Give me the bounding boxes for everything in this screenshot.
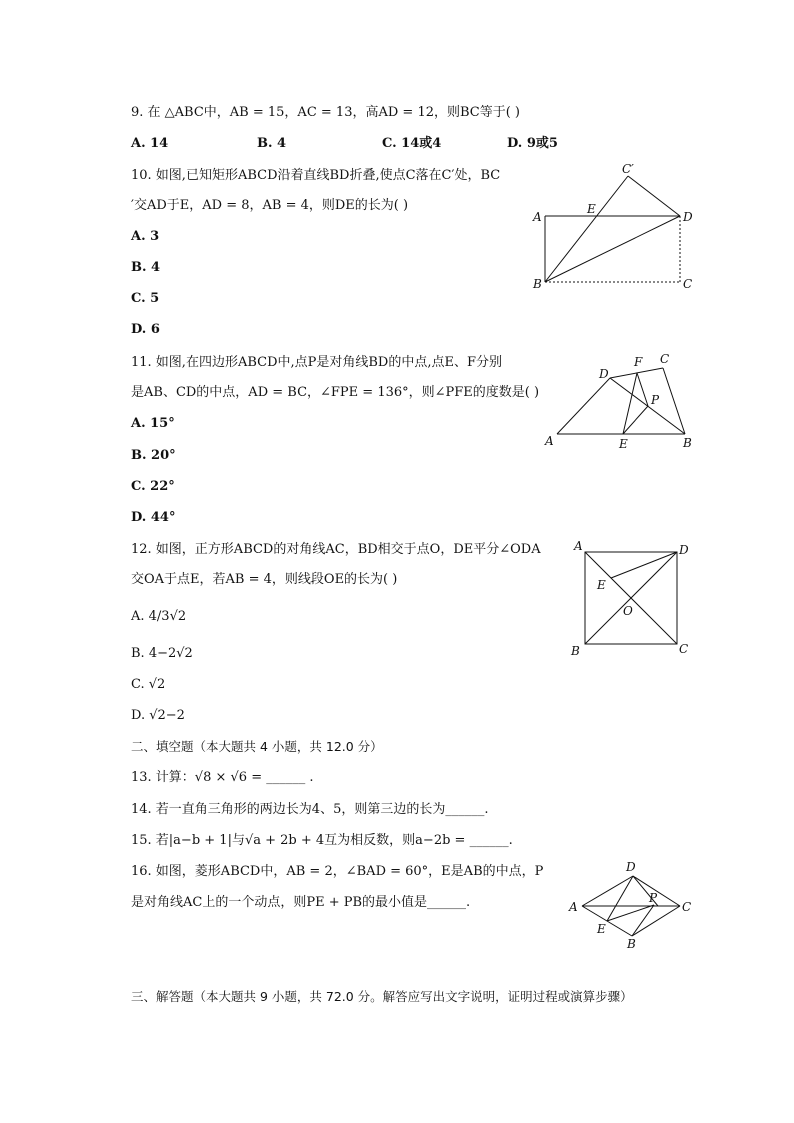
- q11-label-p: P: [651, 393, 660, 407]
- q12-option-b: B. 4−2√2: [131, 646, 193, 661]
- q15-stem: 15. 若|a−b + 1|与√a + 2b + 4互为相反数，则a−2b = ______.: [131, 833, 513, 848]
- q10-option-b: B. 4: [131, 260, 161, 275]
- q12-label-o: O: [623, 604, 633, 618]
- q10-stem-line1: 10. 如图,已知矩形ABCD沿着直线BD折叠,使点C落在C′处，BC: [131, 168, 501, 183]
- q10-stem-line2: ′交AD于E，AD = 8，AB = 4，则DE的长为( ): [131, 198, 409, 213]
- q16-label-c: C: [682, 900, 692, 914]
- q16-segment-ad: [582, 876, 633, 906]
- section-2-heading: 二、填空题（本大题共 4 小题，共 12.0 分）: [131, 739, 383, 754]
- q10-label-b: B: [533, 277, 542, 291]
- q12-label-a: A: [574, 539, 583, 553]
- q11-option-d: D. 44°: [131, 510, 176, 525]
- q10-option-c: C. 5: [131, 291, 160, 306]
- q11-segment-ad: [557, 378, 610, 434]
- q16-label-e: E: [597, 922, 606, 936]
- q10-option-d: D. 6: [131, 322, 160, 337]
- q10-segment-c-prime-d: [628, 176, 680, 216]
- q11-segment-fe: [623, 373, 637, 434]
- q12-option-d: D. √2−2: [131, 708, 185, 723]
- q11-option-c: C. 22°: [131, 479, 175, 494]
- q12-label-d: D: [679, 543, 689, 557]
- q9-option-d: D. 9或5: [507, 136, 558, 151]
- q12-label-b: B: [571, 644, 580, 658]
- q16-label-b: B: [627, 937, 636, 951]
- q12-stem-line1: 12. 如图，正方形ABCD的对角线AC，BD相交于点O，DE平分∠ODA: [131, 542, 541, 557]
- q9-stem: 9. 在 △ABC中，AB = 15，AC = 13，高AD = 12，则BC等于( ): [131, 105, 520, 120]
- q14-stem: 14. 若一直角三角形的两边长为4、5，则第三边的长为______.: [131, 802, 489, 817]
- q16-segment-pb: [632, 905, 654, 936]
- q11-stem-line1: 11. 如图,在四边形ABCD中,点P是对角线BD的中点,点E、F分别: [131, 355, 502, 370]
- q9-option-b: B. 4: [257, 136, 287, 151]
- q16-segment-de: [607, 876, 633, 921]
- section-3-heading: 三、解答题（本大题共 9 小题，共 72.0 分。解答应写出文字说明，证明过程或演算步骤）: [131, 989, 633, 1004]
- q11-label-e: E: [619, 437, 628, 451]
- q10-label-c: C: [683, 277, 693, 291]
- q10-figure: [525, 158, 705, 293]
- q12-stem-line2: 交OA于点E，若AB = 4，则线段OE的长为( ): [131, 572, 398, 587]
- q11-label-b: B: [683, 436, 692, 450]
- q10-label-d: D: [683, 210, 693, 224]
- q16-stem-line1: 16. 如图，菱形ABCD中，AB = 2，∠BAD = 60°，E是AB的中点，P: [131, 864, 544, 879]
- q13-stem: 13. 计算：√8 × √6 = ______ .: [131, 770, 314, 785]
- q16-segment-pe: [607, 905, 654, 921]
- q11-segment-pe: [623, 406, 648, 434]
- q9-option-c: C. 14或4: [382, 136, 442, 151]
- q12-option-c: C. √2: [131, 677, 166, 692]
- q16-label-d: D: [626, 860, 636, 874]
- q11-segment-fp: [637, 373, 648, 406]
- q11-option-b: B. 20°: [131, 448, 176, 463]
- q11-stem-line2: 是AB、CD的中点，AD = BC，∠FPE = 136°，则∠PFE的度数是( ): [131, 385, 540, 400]
- q9-option-a: A. 14: [131, 136, 169, 151]
- q11-segment-cb: [663, 368, 685, 434]
- q10-segment-bd: [545, 216, 680, 282]
- q12-label-c: C: [679, 642, 689, 656]
- q16-figure: [565, 858, 700, 953]
- q11-figure: [540, 350, 700, 455]
- q11-label-c: C: [660, 352, 670, 366]
- q16-stem-line2: 是对角线AC上的一个动点，则PE + PB的最小值是______.: [131, 895, 471, 910]
- q11-option-a: A. 15°: [131, 416, 175, 431]
- q11-label-a: A: [545, 434, 554, 448]
- q10-option-a: A. 3: [131, 229, 160, 244]
- q12-segment-de: [611, 552, 677, 578]
- q12-label-e: E: [597, 578, 606, 592]
- q11-label-f: F: [634, 355, 643, 369]
- q10-segment-bc-prime: [545, 176, 628, 282]
- q10-label-e: E: [587, 202, 596, 216]
- q10-label-c-prime: C′: [622, 162, 634, 176]
- q16-label-p: P: [649, 891, 658, 905]
- q10-label-a: A: [533, 210, 542, 224]
- q16-label-a: A: [569, 900, 578, 914]
- q12-option-a: A. 4/3√2: [131, 609, 187, 624]
- q11-label-d: D: [599, 367, 609, 381]
- q12-figure: [565, 538, 700, 660]
